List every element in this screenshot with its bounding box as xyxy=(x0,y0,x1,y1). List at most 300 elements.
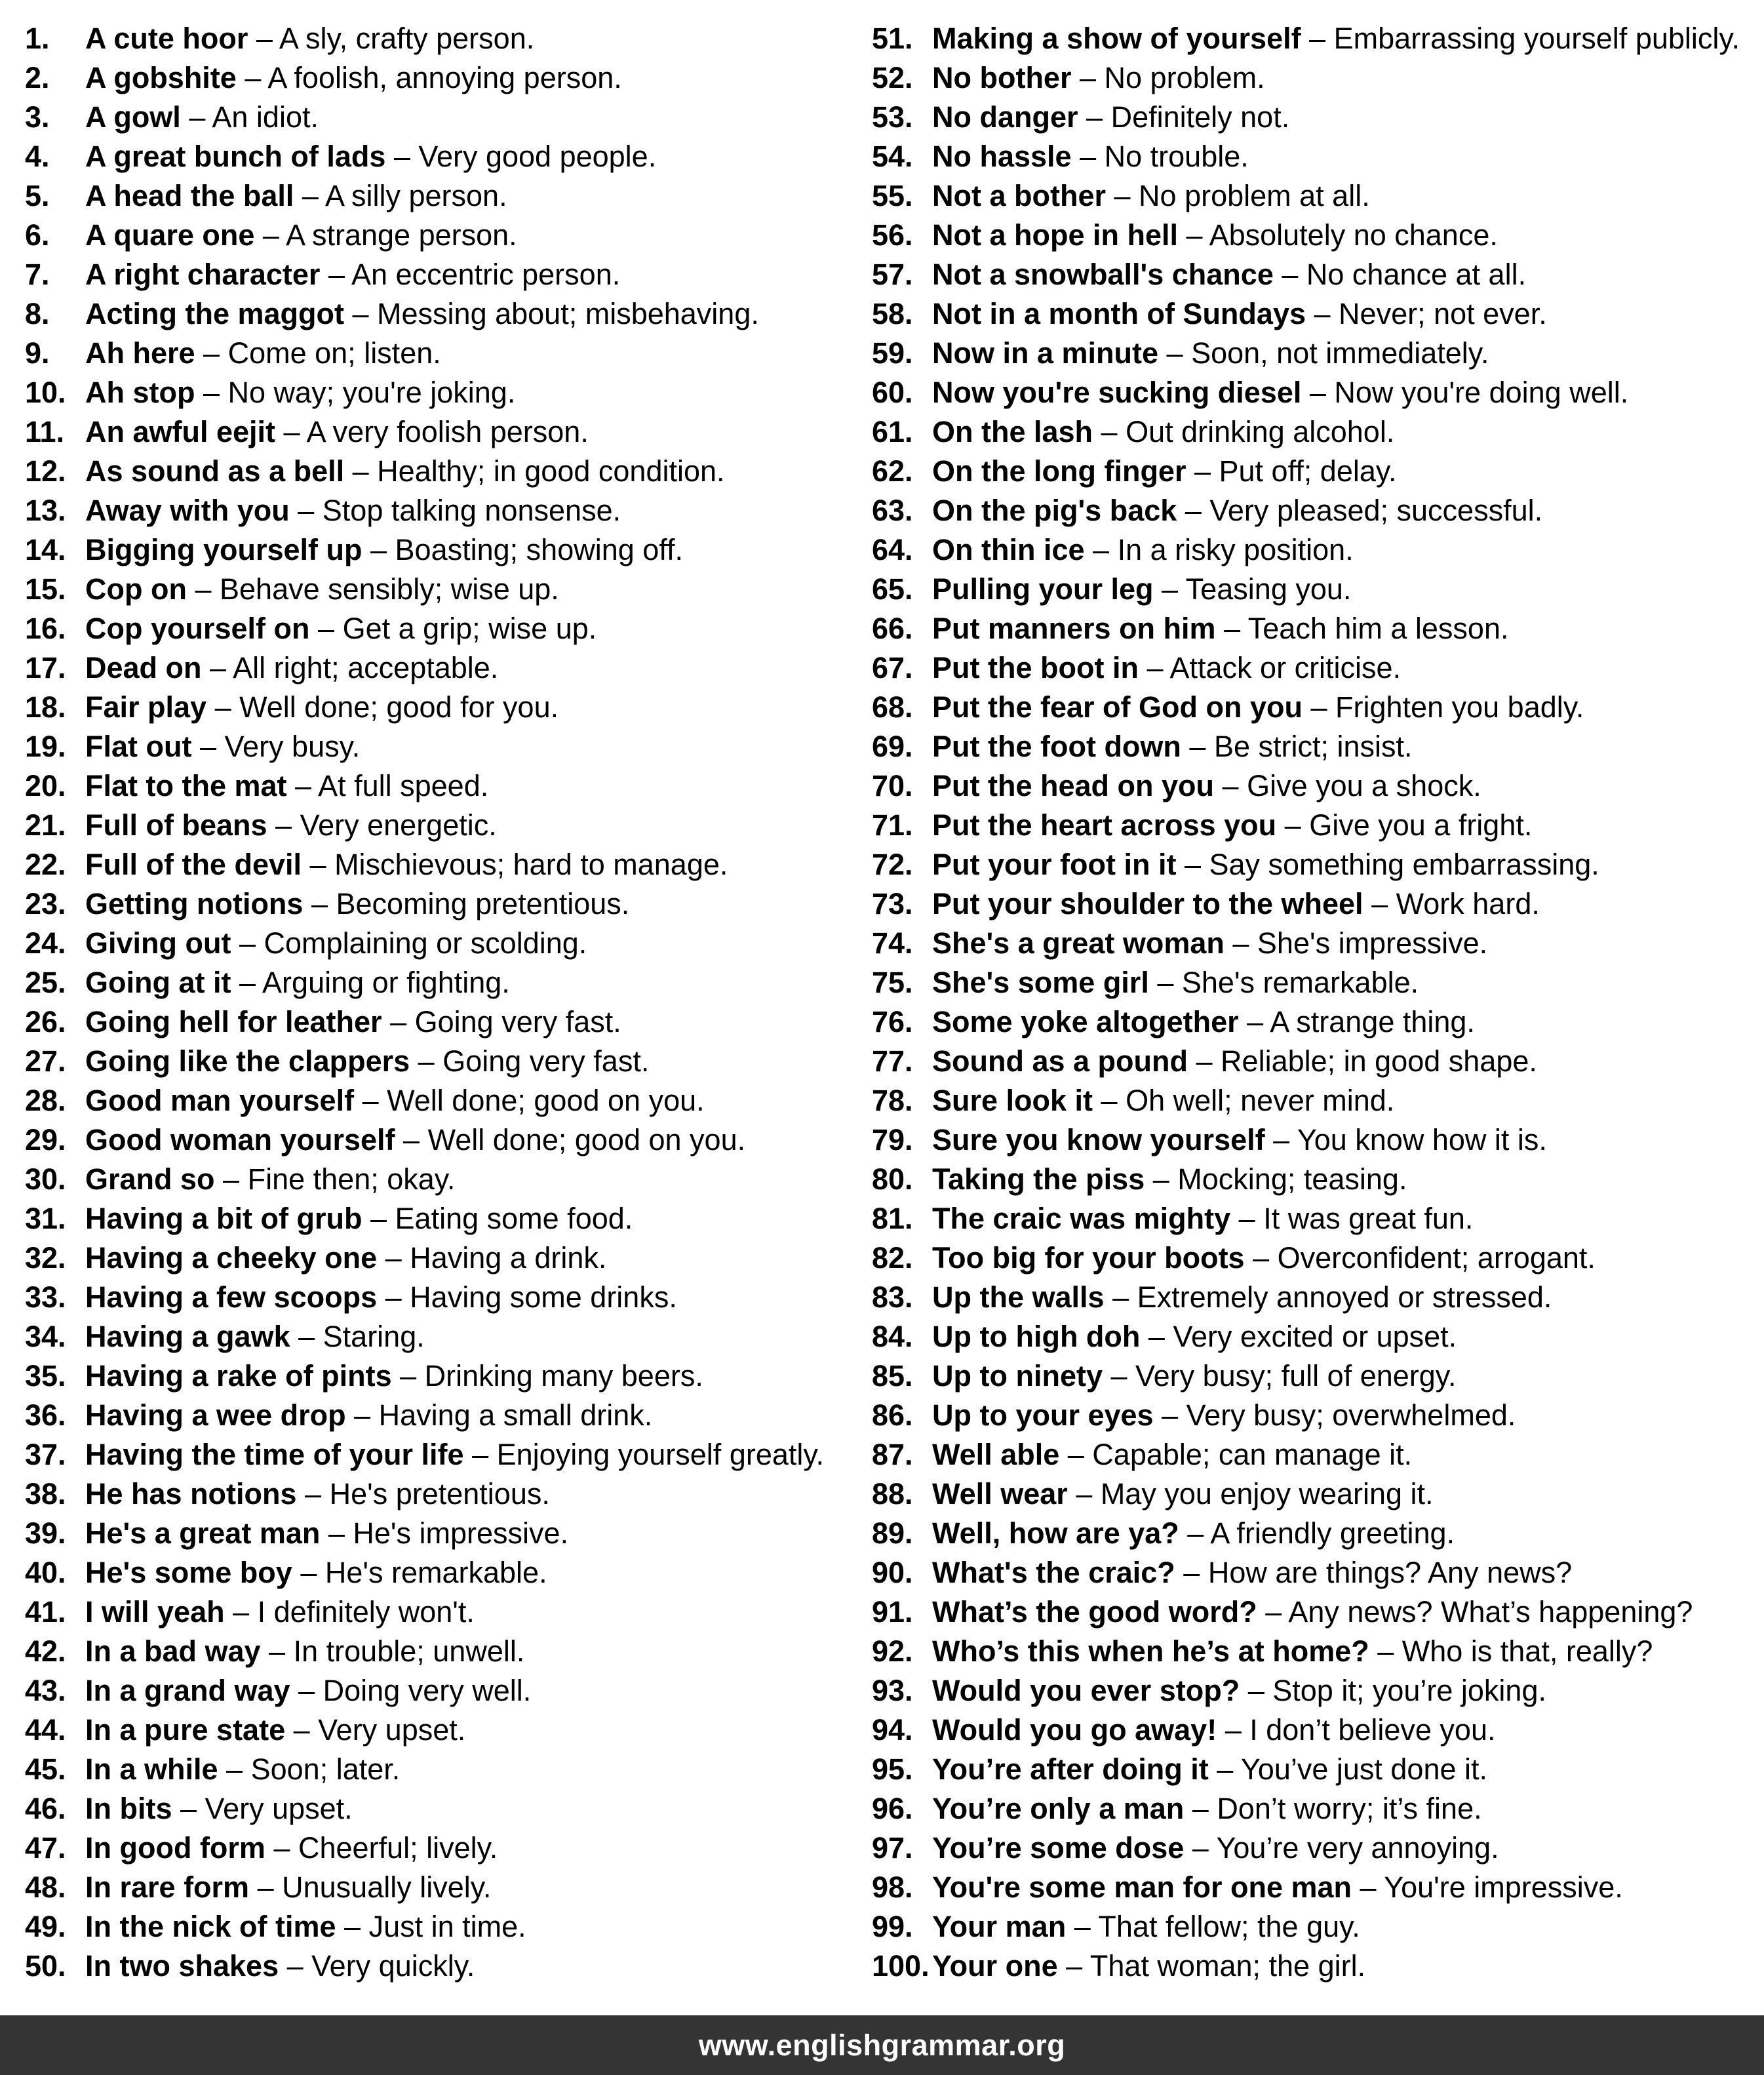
item-text xyxy=(85,963,510,1002)
item-text xyxy=(932,1238,1596,1278)
item-separator-dash: – xyxy=(1071,140,1105,173)
phrase-list-column-left xyxy=(25,19,871,1986)
item-separator-dash: – xyxy=(377,1280,410,1314)
item-text xyxy=(932,1474,1434,1514)
list-item xyxy=(25,19,871,58)
list-item xyxy=(25,884,871,924)
list-item xyxy=(25,1828,871,1868)
list-item xyxy=(872,1160,1764,1199)
item-number: 72. xyxy=(872,848,913,881)
footer-url: www.englishgrammar.org xyxy=(698,2028,1066,2062)
list-item xyxy=(25,255,871,294)
item-separator-dash: – xyxy=(1369,1634,1402,1668)
list-item xyxy=(25,137,871,176)
list-item xyxy=(872,766,1764,806)
item-text xyxy=(932,845,1599,884)
item-phrase: Having a gawk xyxy=(85,1320,290,1353)
list-item xyxy=(25,1514,871,1553)
item-text xyxy=(932,570,1351,609)
item-number: 86. xyxy=(872,1398,913,1432)
list-item xyxy=(25,845,871,884)
item-meaning: Work hard. xyxy=(1396,887,1540,920)
item-meaning: I don’t believe you. xyxy=(1249,1713,1496,1747)
item-separator-dash: – xyxy=(195,376,228,409)
item-number: 93. xyxy=(872,1674,913,1707)
item-meaning: She's impressive. xyxy=(1257,926,1488,960)
item-phrase: No bother xyxy=(932,61,1072,94)
item-number: 4. xyxy=(25,140,50,173)
item-meaning: Having some drinks. xyxy=(410,1280,677,1314)
item-separator-dash: – xyxy=(265,1831,298,1865)
item-text xyxy=(932,924,1487,963)
item-phrase: Giving out xyxy=(85,926,231,960)
list-item xyxy=(25,766,871,806)
list-item xyxy=(872,727,1764,766)
item-text xyxy=(932,452,1397,491)
item-text xyxy=(932,1042,1537,1081)
item-number: 7. xyxy=(25,258,50,291)
item-number: 48. xyxy=(25,1870,66,1904)
item-number: 6. xyxy=(25,218,50,252)
item-separator-dash: – xyxy=(1057,1949,1090,1983)
item-meaning: Very upset. xyxy=(205,1792,353,1825)
item-number: 30. xyxy=(25,1162,66,1196)
item-separator-dash: – xyxy=(1363,887,1396,920)
item-phrase: A great bunch of lads xyxy=(85,140,386,173)
list-item xyxy=(872,1907,1764,1947)
list-item xyxy=(872,1553,1764,1592)
item-text xyxy=(932,1868,1623,1907)
item-separator-dash: – xyxy=(320,1516,353,1550)
item-meaning: He's pretentious. xyxy=(329,1477,550,1511)
item-phrase: Now in a minute xyxy=(932,336,1159,370)
item-text xyxy=(85,373,515,412)
list-item xyxy=(25,1435,871,1474)
list-item xyxy=(872,1828,1764,1868)
item-number: 11. xyxy=(25,415,65,448)
list-item xyxy=(25,412,871,452)
item-meaning: You’ve just done it. xyxy=(1240,1752,1488,1786)
item-text xyxy=(932,1199,1473,1238)
item-meaning: Soon, not immediately. xyxy=(1191,336,1489,370)
item-number: 40. xyxy=(25,1556,66,1589)
item-meaning: Very good people. xyxy=(418,140,657,173)
item-text xyxy=(85,806,497,845)
item-text xyxy=(85,570,559,609)
item-separator-dash: – xyxy=(1158,336,1192,370)
item-separator-dash: – xyxy=(195,336,228,370)
item-separator-dash: – xyxy=(345,1398,379,1432)
list-item xyxy=(25,1042,871,1081)
item-phrase: Going at it xyxy=(85,966,231,999)
item-number: 22. xyxy=(25,848,66,881)
item-number: 70. xyxy=(872,769,913,802)
list-item xyxy=(25,1947,871,1986)
item-text xyxy=(85,530,683,570)
item-meaning: It was great fun. xyxy=(1263,1202,1474,1235)
item-number: 51. xyxy=(872,22,913,55)
item-text xyxy=(932,1828,1499,1868)
list-item xyxy=(872,98,1764,137)
item-phrase: In the nick of time xyxy=(85,1910,336,1943)
item-meaning: An eccentric person. xyxy=(351,258,621,291)
item-separator-dash: – xyxy=(1230,1202,1264,1235)
item-number: 29. xyxy=(25,1123,66,1156)
item-number: 76. xyxy=(872,1005,913,1038)
item-number: 15. xyxy=(25,572,66,606)
item-text xyxy=(85,19,534,58)
item-phrase: Some yoke altogether xyxy=(932,1005,1239,1038)
item-separator-dash: – xyxy=(285,1713,319,1747)
item-phrase: In two shakes xyxy=(85,1949,279,1983)
item-meaning: Teach him a lesson. xyxy=(1247,612,1509,645)
item-separator-dash: – xyxy=(1145,1162,1178,1196)
item-meaning: Who is that, really? xyxy=(1401,1634,1653,1668)
item-number: 35. xyxy=(25,1359,66,1393)
item-text xyxy=(932,294,1547,334)
item-number: 5. xyxy=(25,179,50,212)
item-number: 42. xyxy=(25,1634,66,1668)
item-text xyxy=(85,1671,531,1710)
item-number: 46. xyxy=(25,1792,66,1825)
item-meaning: Stop it; you’re joking. xyxy=(1272,1674,1546,1707)
item-number: 84. xyxy=(872,1320,913,1353)
item-meaning: Very busy; full of energy. xyxy=(1135,1359,1457,1393)
item-text xyxy=(85,1238,606,1278)
item-text xyxy=(85,1592,475,1632)
item-separator-dash: – xyxy=(303,887,336,920)
item-separator-dash: – xyxy=(1224,926,1257,960)
item-separator-dash: – xyxy=(1306,297,1339,330)
item-separator-dash: – xyxy=(1106,179,1139,212)
item-text xyxy=(85,98,319,137)
item-phrase: The craic was mighty xyxy=(932,1202,1231,1235)
item-meaning: Well done; good for you. xyxy=(239,690,559,724)
item-separator-dash: – xyxy=(309,612,343,645)
item-number: 38. xyxy=(25,1477,66,1511)
item-phrase: Would you ever stop? xyxy=(932,1674,1240,1707)
item-separator-dash: – xyxy=(286,769,319,802)
item-phrase: Ah here xyxy=(85,336,195,370)
item-text xyxy=(932,1514,1455,1553)
item-phrase: Up to your eyes xyxy=(932,1398,1154,1432)
item-meaning: Frighten you badly. xyxy=(1335,690,1584,724)
list-item xyxy=(25,294,871,334)
item-phrase: On the long finger xyxy=(932,454,1186,488)
item-meaning: Embarrassing yourself publicly. xyxy=(1333,22,1740,55)
item-number: 60. xyxy=(872,376,913,409)
item-separator-dash: – xyxy=(248,22,279,55)
item-meaning: Behave sensibly; wise up. xyxy=(220,572,559,606)
item-phrase: Who’s this when he’s at home? xyxy=(932,1634,1369,1668)
item-separator-dash: – xyxy=(1273,258,1306,291)
item-number: 33. xyxy=(25,1280,66,1314)
item-number: 90. xyxy=(872,1556,913,1589)
list-item xyxy=(25,1789,871,1828)
item-phrase: Now you're sucking diesel xyxy=(932,376,1302,409)
item-phrase: Bigging yourself up xyxy=(85,533,363,566)
item-text xyxy=(932,1947,1365,1986)
item-number: 13. xyxy=(25,494,66,527)
item-meaning: Mocking; teasing. xyxy=(1177,1162,1407,1196)
item-number: 69. xyxy=(872,730,913,763)
item-text xyxy=(932,98,1289,137)
item-separator-dash: – xyxy=(1140,1320,1173,1353)
item-phrase: Put the head on you xyxy=(932,769,1215,802)
item-number: 81. xyxy=(872,1202,913,1235)
item-phrase: Well wear xyxy=(932,1477,1068,1511)
item-meaning: Healthy; in good condition. xyxy=(377,454,725,488)
item-separator-dash: – xyxy=(1302,690,1336,724)
item-phrase: In a while xyxy=(85,1752,218,1786)
list-item xyxy=(872,1435,1764,1474)
item-number: 85. xyxy=(872,1359,913,1393)
item-text xyxy=(932,1632,1653,1671)
item-phrase: Put your foot in it xyxy=(932,848,1177,881)
item-text xyxy=(85,1317,425,1356)
item-number: 50. xyxy=(25,1949,66,1983)
item-separator-dash: – xyxy=(1104,1280,1137,1314)
list-item xyxy=(25,688,871,727)
item-separator-dash: – xyxy=(1148,966,1182,999)
item-separator-dash: – xyxy=(336,1910,369,1943)
item-meaning: No trouble. xyxy=(1104,140,1249,173)
item-phrase: Going like the clappers xyxy=(85,1044,410,1078)
list-item xyxy=(25,1474,871,1514)
item-text xyxy=(85,58,622,98)
item-number: 45. xyxy=(25,1752,66,1786)
item-separator-dash: – xyxy=(1178,218,1209,252)
list-item xyxy=(872,294,1764,334)
item-number: 8. xyxy=(25,297,50,330)
item-number: 61. xyxy=(872,415,913,448)
item-number: 44. xyxy=(25,1713,66,1747)
item-number: 67. xyxy=(872,651,913,684)
list-item xyxy=(25,1592,871,1632)
item-meaning: I definitely won't. xyxy=(257,1595,475,1629)
item-meaning: An idiot. xyxy=(212,100,319,134)
item-number: 19. xyxy=(25,730,66,763)
item-number: 52. xyxy=(872,61,913,94)
item-phrase: Sure look it xyxy=(932,1084,1093,1117)
item-meaning: A sly, crafty person. xyxy=(279,22,535,55)
item-meaning: Teasing you. xyxy=(1185,572,1352,606)
list-item xyxy=(25,1396,871,1435)
item-phrase: Too big for your boots xyxy=(932,1241,1245,1275)
item-meaning: Overconfident; arrogant. xyxy=(1277,1241,1596,1275)
list-item xyxy=(25,491,871,530)
item-phrase: Pulling your leg xyxy=(932,572,1154,606)
item-phrase: Having a wee drop xyxy=(85,1398,346,1432)
list-item xyxy=(25,924,871,963)
item-number: 96. xyxy=(872,1792,913,1825)
item-meaning: No problem at all. xyxy=(1139,179,1370,212)
list-item xyxy=(25,1907,871,1947)
item-text xyxy=(932,58,1265,98)
list-item xyxy=(872,924,1764,963)
item-phrase: Having a rake of pints xyxy=(85,1359,392,1393)
item-number: 98. xyxy=(872,1870,913,1904)
item-separator-dash: – xyxy=(275,415,307,448)
item-text xyxy=(85,924,587,963)
item-phrase: Making a show of yourself xyxy=(932,22,1301,55)
item-text xyxy=(85,648,498,688)
item-number: 10. xyxy=(25,376,66,409)
item-number: 56. xyxy=(872,218,913,252)
item-meaning: No way; you're joking. xyxy=(227,376,516,409)
item-separator-dash: – xyxy=(1071,61,1105,94)
item-number: 12. xyxy=(25,454,66,488)
list-item xyxy=(872,1750,1764,1789)
item-phrase: She's some girl xyxy=(932,966,1149,999)
list-item xyxy=(872,58,1764,98)
item-meaning: Well done; good on you. xyxy=(427,1123,746,1156)
item-number: 26. xyxy=(25,1005,66,1038)
item-number: 88. xyxy=(872,1477,913,1511)
item-text xyxy=(85,1947,475,1986)
item-separator-dash: – xyxy=(180,100,212,134)
item-number: 58. xyxy=(872,297,913,330)
item-phrase: Grand so xyxy=(85,1162,215,1196)
item-meaning: Very energetic. xyxy=(300,808,497,842)
item-separator-dash: – xyxy=(1208,1752,1241,1786)
list-item xyxy=(25,216,871,255)
item-number: 14. xyxy=(25,533,66,566)
item-separator-dash: – xyxy=(1181,730,1214,763)
item-number: 83. xyxy=(872,1280,913,1314)
item-meaning: A strange person. xyxy=(285,218,517,252)
item-phrase: Cop yourself on xyxy=(85,612,310,645)
item-phrase: Full of the devil xyxy=(85,848,302,881)
item-separator-dash: – xyxy=(463,1438,497,1471)
item-meaning: Drinking many beers. xyxy=(424,1359,703,1393)
list-item xyxy=(872,530,1764,570)
list-item xyxy=(25,1002,871,1042)
item-number: 20. xyxy=(25,769,66,802)
item-text xyxy=(85,609,597,648)
item-number: 1. xyxy=(25,22,50,55)
item-phrase: A right character xyxy=(85,258,321,291)
item-separator-dash: – xyxy=(1066,1910,1099,1943)
item-phrase: Having a cheeky one xyxy=(85,1241,378,1275)
item-separator-dash: – xyxy=(224,1595,258,1629)
item-number: 57. xyxy=(872,258,913,291)
item-text xyxy=(932,688,1584,727)
item-meaning: Very busy; overwhelmed. xyxy=(1186,1398,1516,1432)
item-phrase: Not a bother xyxy=(932,179,1106,212)
list-item xyxy=(872,19,1764,58)
item-text xyxy=(85,845,728,884)
list-item xyxy=(25,648,871,688)
item-number: 9. xyxy=(25,336,50,370)
item-phrase: Up to high doh xyxy=(932,1320,1141,1353)
item-meaning: Unusually lively. xyxy=(282,1870,492,1904)
item-phrase: Fair play xyxy=(85,690,207,724)
item-meaning: Fine then; okay. xyxy=(247,1162,456,1196)
item-number: 17. xyxy=(25,651,66,684)
item-phrase: Going hell for leather xyxy=(85,1005,382,1038)
item-phrase: Put the foot down xyxy=(932,730,1181,763)
item-phrase: Away with you xyxy=(85,494,290,527)
item-phrase: On thin ice xyxy=(932,533,1085,566)
item-phrase: Put your shoulder to the wheel xyxy=(932,887,1363,920)
item-phrase: A gowl xyxy=(85,100,181,134)
item-number: 41. xyxy=(25,1595,66,1629)
item-text xyxy=(85,334,441,373)
list-item xyxy=(25,1632,871,1671)
item-separator-dash: – xyxy=(1078,100,1111,134)
item-text xyxy=(932,1356,1456,1396)
item-separator-dash: – xyxy=(377,1241,410,1275)
item-meaning: No problem. xyxy=(1104,61,1265,94)
list-item xyxy=(872,688,1764,727)
item-text xyxy=(932,216,1498,255)
list-item xyxy=(25,1671,871,1710)
item-separator-dash: – xyxy=(279,1949,312,1983)
item-phrase: In a grand way xyxy=(85,1674,290,1707)
item-text xyxy=(932,334,1489,373)
list-item xyxy=(25,334,871,373)
list-item xyxy=(25,1317,871,1356)
item-phrase: Having the time of your life xyxy=(85,1438,464,1471)
list-item xyxy=(25,98,871,137)
item-meaning: She's remarkable. xyxy=(1181,966,1419,999)
item-meaning: How are things? Any news? xyxy=(1207,1556,1573,1589)
item-number: 55. xyxy=(872,179,913,212)
item-text xyxy=(85,294,759,334)
list-item xyxy=(872,570,1764,609)
item-text xyxy=(932,766,1481,806)
list-item xyxy=(872,1514,1764,1553)
item-number: 24. xyxy=(25,926,66,960)
item-phrase: You’re some dose xyxy=(932,1831,1185,1865)
item-text xyxy=(932,1278,1552,1317)
item-phrase: Having a few scoops xyxy=(85,1280,378,1314)
item-meaning: That fellow; the guy. xyxy=(1098,1910,1360,1943)
list-item xyxy=(872,137,1764,176)
list-item xyxy=(25,452,871,491)
item-phrase: Dead on xyxy=(85,651,202,684)
list-item xyxy=(872,1671,1764,1710)
item-separator-dash: – xyxy=(294,179,325,212)
item-separator-dash: – xyxy=(1244,1241,1278,1275)
item-number: 47. xyxy=(25,1831,66,1865)
item-phrase: An awful eejit xyxy=(85,415,276,448)
item-text xyxy=(932,1671,1546,1710)
item-phrase: You’re only a man xyxy=(932,1792,1185,1825)
list-item xyxy=(25,1553,871,1592)
item-phrase: Not a snowball's chance xyxy=(932,258,1274,291)
item-separator-dash: – xyxy=(260,1634,294,1668)
item-phrase: Up the walls xyxy=(932,1280,1105,1314)
item-separator-dash: – xyxy=(289,494,323,527)
item-separator-dash: – xyxy=(391,1359,425,1393)
list-item xyxy=(25,1710,871,1750)
list-item xyxy=(872,373,1764,412)
item-meaning: A foolish, annoying person. xyxy=(267,61,622,94)
item-text xyxy=(85,491,621,530)
item-separator-dash: – xyxy=(290,1320,323,1353)
item-number: 91. xyxy=(872,1595,913,1629)
item-meaning: Very excited or upset. xyxy=(1173,1320,1457,1353)
item-meaning: Don’t worry; it’s fine. xyxy=(1217,1792,1482,1825)
item-text xyxy=(85,1474,550,1514)
item-separator-dash: – xyxy=(290,1674,323,1707)
item-meaning: Having a small drink. xyxy=(378,1398,653,1432)
list-item xyxy=(872,1396,1764,1435)
item-separator-dash: – xyxy=(1179,1516,1211,1550)
list-item xyxy=(25,727,871,766)
